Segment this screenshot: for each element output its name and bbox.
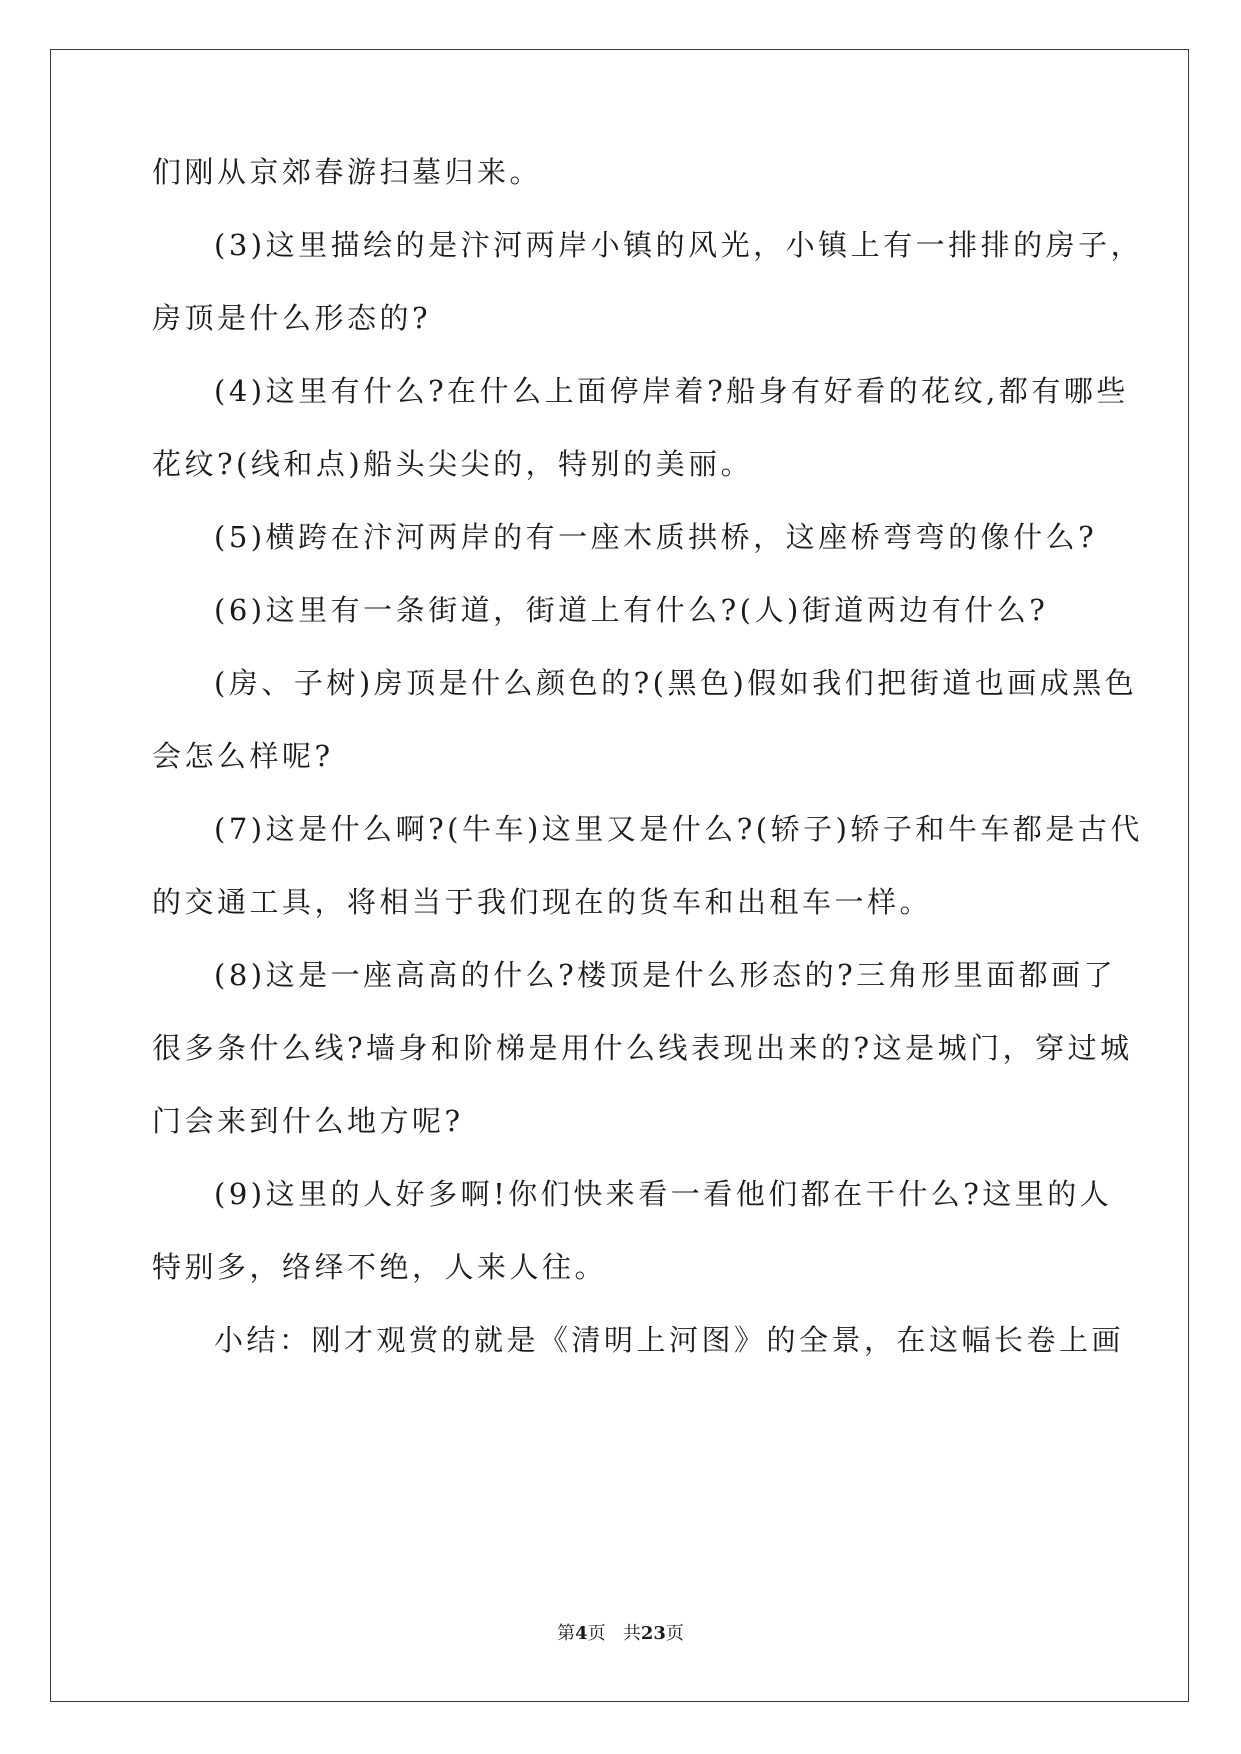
body-line-12: (8)这是一座高高的什么?楼顶是什么形态的?三角形里面都画了 — [214, 958, 1117, 992]
body-line-6: (5)横跨在汴河两岸的有一座木质拱桥，这座桥弯弯的像什么? — [214, 520, 1098, 554]
body-line-11: 的交通工具，将相当于我们现在的货车和出租车一样。 — [152, 885, 933, 919]
body-line-4: (4)这里有什么?在什么上面停岸着?船身有好看的花纹,都有哪些 — [214, 374, 1129, 408]
body-line-3: 房顶是什么形态的? — [152, 301, 432, 335]
body-line-1: 们刚从京郊春游扫墓归来。 — [152, 155, 543, 189]
body-line-16: 特别多，络绎不绝，人来人往。 — [152, 1250, 608, 1284]
footer-total-pages: 23 — [640, 1623, 666, 1644]
footer-total-prefix: 共 — [622, 1623, 641, 1644]
page-footer — [0, 1621, 1241, 1647]
body-line-17: 小结：刚才观赏的就是《清明上河图》的全景，在这幅长卷上画 — [214, 1323, 1125, 1357]
page-border — [50, 49, 1189, 1702]
body-line-10: (7)这是什么啊?(牛车)这里又是什么?(轿子)轿子和牛车都是古代 — [214, 812, 1143, 846]
body-line-14: 门会来到什么地方呢? — [152, 1104, 464, 1138]
body-line-5: 花纹?(线和点)船头尖尖的，特别的美丽。 — [152, 447, 754, 481]
body-line-15: (9)这里的人好多啊!你们快来看一看他们都在干什么?这里的人 — [214, 1177, 1113, 1211]
footer-prefix: 第 — [557, 1623, 576, 1644]
body-line-7: (6)这里有一条街道，街道上有什么?(人)街道两边有什么? — [214, 593, 1049, 627]
body-line-8: (房、子树)房顶是什么颜色的?(黑色)假如我们把街道也画成黑色 — [214, 666, 1138, 700]
body-line-13: 很多条什么线?墙身和阶梯是用什么线表现出来的?这是城门，穿过城 — [152, 1031, 1133, 1065]
body-line-9: 会怎么样呢? — [152, 739, 334, 773]
footer-page-number: 4 — [575, 1623, 588, 1644]
footer-total-suffix: 页 — [665, 1623, 684, 1644]
body-line-2: (3)这里描绘的是汴河两岸小镇的风光，小镇上有一排排的房子， — [214, 228, 1144, 262]
footer-page-suffix: 页 — [587, 1623, 606, 1644]
